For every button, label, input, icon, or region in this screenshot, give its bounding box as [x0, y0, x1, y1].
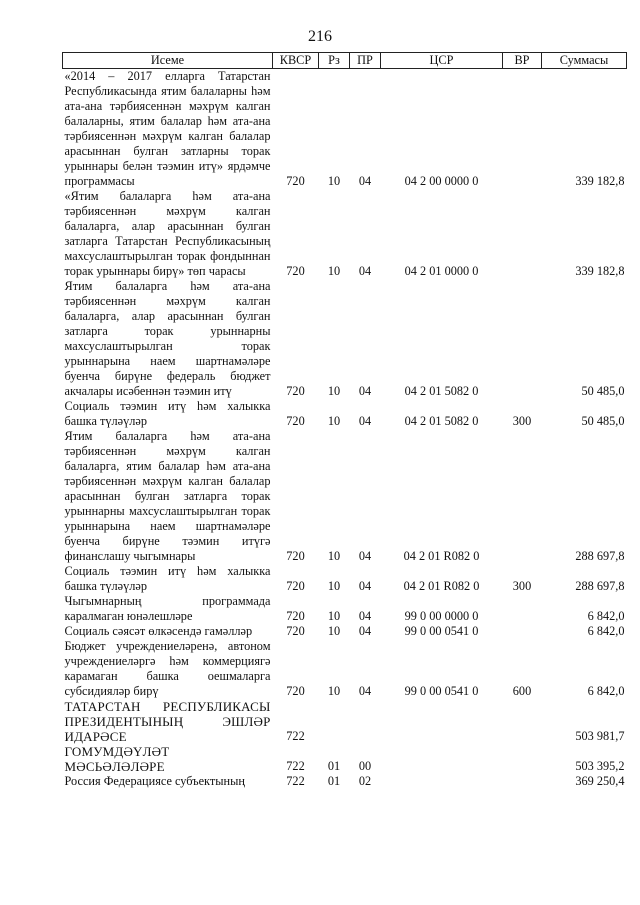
cell-sum: 6 842,0	[587, 624, 625, 638]
cell-vr	[503, 744, 542, 774]
cell-pr: 04	[358, 414, 372, 428]
header-csr: ЦСР	[381, 53, 503, 69]
cell-kvsr: 720	[286, 579, 305, 593]
table-header-row	[63, 53, 627, 69]
cell-kvsr: 720	[286, 414, 305, 428]
page-number: 216	[308, 28, 332, 45]
cell-rz: 10	[327, 174, 341, 188]
cell-csr: 04 2 01 5082 0	[404, 384, 479, 398]
cell-kvsr: 720	[286, 384, 305, 398]
cell-kvsr: 722	[286, 759, 305, 773]
cell-rz: 10	[327, 609, 341, 623]
cell-csr	[381, 744, 503, 774]
cell-rz: 10	[327, 414, 341, 428]
cell-kvsr: 720	[286, 174, 305, 188]
cell-kvsr: 720	[286, 264, 305, 278]
cell-pr: 04	[358, 684, 372, 698]
cell-name: Бюджет учреждениеләренә, автоном учреждениеләргә һәм коммерциягә карамаган башка оешмаларга субсидияләр бирү	[64, 639, 271, 698]
table-row	[63, 399, 627, 429]
cell-sum: 503 981,7	[575, 729, 625, 743]
cell-vr	[503, 774, 542, 789]
cell-name: «2014 – 2017 елларга Татарстан Республикасында ятим балаларны һәм ата-ана тәрбиясеннән мәхрүм калган балаларны, ятим балалар һәм ата-ана тәрбиясеннән мәхрүм калган балалар арасыннан булган затларны торак урыннары белән тәэмин итү» ярдәмче программасы	[64, 69, 271, 188]
budget-table	[62, 52, 627, 789]
cell-sum: 503 395,2	[575, 759, 625, 773]
table-row	[63, 564, 627, 594]
cell-csr: 04 2 01 5082 0	[404, 414, 479, 428]
cell-rz: 10	[327, 624, 341, 638]
cell-vr	[503, 624, 542, 639]
cell-pr	[350, 699, 381, 744]
cell-rz: 10	[327, 684, 341, 698]
cell-kvsr: 720	[286, 549, 305, 563]
cell-kvsr: 720	[286, 624, 305, 638]
table-row	[63, 594, 627, 624]
cell-csr: 99 0 00 0541 0	[404, 624, 479, 638]
cell-vr: 300	[512, 414, 532, 428]
cell-vr	[503, 279, 542, 399]
cell-rz: 10	[327, 549, 341, 563]
cell-sum: 6 842,0	[587, 684, 625, 698]
cell-vr	[503, 699, 542, 744]
table-row	[63, 774, 627, 789]
cell-vr	[503, 69, 542, 190]
table-row	[63, 744, 627, 774]
cell-kvsr: 720	[286, 684, 305, 698]
cell-csr	[381, 774, 503, 789]
table-row	[63, 279, 627, 399]
cell-rz	[319, 699, 350, 744]
cell-csr: 99 0 00 0000 0	[404, 609, 479, 623]
header-pr: ПР	[350, 53, 381, 69]
cell-kvsr: 722	[286, 729, 305, 743]
cell-name: «Ятим балаларга һәм ата-ана тәрбиясеннән мәхрүм калган балаларга, алар арасыннан булган затларга Татарстан Республикасының махсуслаштырылган торак фондыннан торак урыннары бирү» төп чарасы	[64, 189, 271, 278]
cell-sum: 288 697,8	[575, 579, 625, 593]
cell-pr: 00	[358, 759, 372, 773]
cell-csr: 04 2 00 0000 0	[404, 174, 479, 188]
cell-pr: 04	[358, 579, 372, 593]
cell-name: Ятим балаларга һәм ата-ана тәрбиясеннән мәхрүм калган балаларга, ятим балалар һәм ата-ана тәрбиясеннән мәхрүм калган балалар арасыннан булган затларга торак урыннарны махсуслаштырылган торак урыннарына наем шартнамәләре буенча бирүне тәэмин итүгә финанслашу чыгымнары	[64, 429, 271, 563]
cell-name: Россия Федерациясе субъектының	[64, 774, 245, 788]
cell-sum: 50 485,0	[581, 414, 625, 428]
header-rz: Рз	[319, 53, 350, 69]
cell-vr	[503, 594, 542, 624]
cell-csr: 04 2 01 R082 0	[403, 549, 480, 563]
cell-name: Социаль сәясәт өлкәсендә гамәлләр	[64, 624, 253, 638]
cell-rz: 10	[327, 384, 341, 398]
cell-kvsr: 720	[286, 609, 305, 623]
cell-name: ТАТАРСТАН РЕСПУБЛИКАСЫ ПРЕЗИДЕНТЫНЫҢ ЭШЛӘР ИДАРӘСЕ	[64, 699, 271, 744]
table-row	[63, 189, 627, 279]
cell-vr	[503, 429, 542, 564]
cell-rz: 01	[327, 774, 341, 788]
cell-kvsr: 722	[286, 774, 305, 788]
cell-csr: 04 2 01 0000 0	[404, 264, 479, 278]
header-vr: ВР	[503, 53, 542, 69]
cell-sum: 288 697,8	[575, 549, 625, 563]
table-row	[63, 639, 627, 699]
cell-name: Ятим балаларга һәм ата-ана тәрбиясеннән мәхрүм калган балаларга, алар арасыннан булган затларга торак урыннарны махсуслаштырылган торак урыннарына наем шартнамәләре буенча бирүне федераль бюджет акчалары исәбеннән тәэмин итү	[64, 279, 271, 398]
cell-csr: 99 0 00 0541 0	[404, 684, 479, 698]
cell-sum: 6 842,0	[587, 609, 625, 623]
cell-name: Социаль тәэмин итү һәм халыкка башка түләүләр	[64, 399, 271, 428]
table-row	[63, 624, 627, 639]
table-row	[63, 699, 627, 744]
table-row	[63, 429, 627, 564]
cell-pr: 04	[358, 174, 372, 188]
cell-vr: 300	[512, 579, 532, 593]
cell-name: Социаль тәэмин итү һәм халыкка башка түләүләр	[64, 564, 271, 593]
table-body	[63, 69, 627, 790]
header-name: Исеме	[63, 53, 273, 69]
cell-name: Чыгымнарның программада каралмаган юнәлешләре	[64, 594, 271, 623]
cell-pr: 04	[358, 609, 372, 623]
cell-vr: 600	[512, 684, 532, 698]
cell-rz: 01	[327, 759, 341, 773]
table-row	[63, 69, 627, 190]
cell-sum: 369 250,4	[575, 774, 625, 788]
cell-vr	[503, 189, 542, 279]
cell-pr: 04	[358, 384, 372, 398]
cell-rz: 10	[327, 264, 341, 278]
cell-sum: 339 182,8	[575, 264, 625, 278]
cell-name: ГОМУМДӘҮЛӘТ МӘСЬӘЛӘЛӘРЕ	[64, 744, 170, 774]
header-kvsr: КВСР	[273, 53, 319, 69]
cell-csr	[381, 699, 503, 744]
header-sum: Суммасы	[542, 53, 627, 69]
cell-pr: 02	[358, 774, 372, 788]
cell-pr: 04	[358, 264, 372, 278]
cell-rz: 10	[327, 579, 341, 593]
cell-pr: 04	[358, 549, 372, 563]
cell-sum: 50 485,0	[581, 384, 625, 398]
cell-sum: 339 182,8	[575, 174, 625, 188]
cell-csr: 04 2 01 R082 0	[403, 579, 480, 593]
cell-pr: 04	[358, 624, 372, 638]
